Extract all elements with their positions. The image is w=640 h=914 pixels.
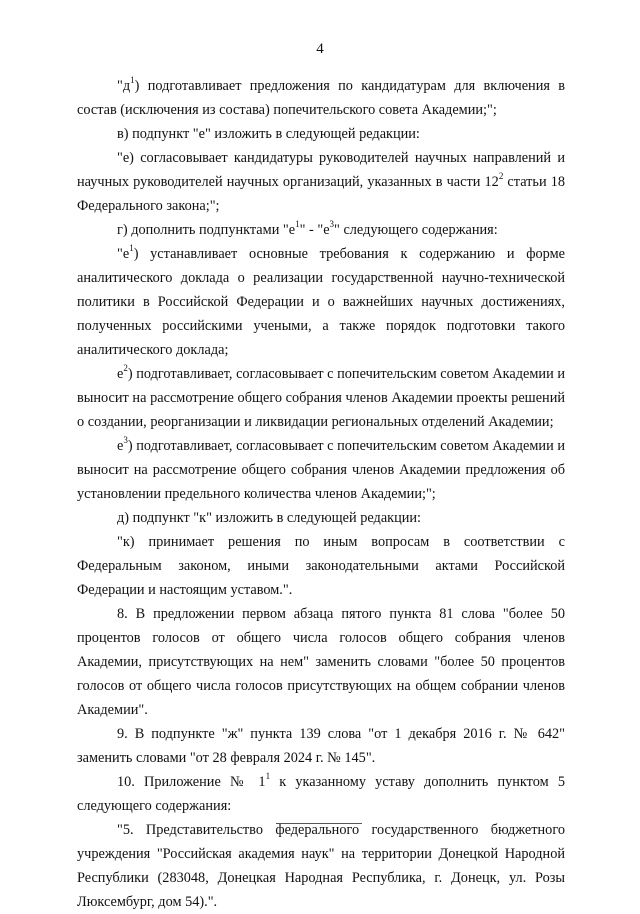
superscript: 2 xyxy=(498,171,504,182)
paragraph-text: " следующего содержания: xyxy=(334,222,498,238)
paragraph-text: е xyxy=(117,438,124,454)
superscript: 3 xyxy=(123,435,128,446)
paragraph-item-8 xyxy=(77,602,565,722)
paragraph-text: "к) принимает решения по иным вопросам в соответствии с Федеральным законом, иными законодательными актами Российской Федерации и настоящим уставом.". xyxy=(77,534,565,598)
paragraph-text: ) устанавливает основные требования к содержанию и форме аналитического доклада о реализации государственной научно-технической политики в Российской Федерации и о важнейших научных достижениях, полученных российскими учеными, а также порядок подготовки такого аналитического доклада; xyxy=(77,246,565,358)
paragraph-k xyxy=(77,530,565,602)
paragraph-item-d xyxy=(77,506,565,530)
paragraph-text: е xyxy=(117,366,124,382)
footer-divider xyxy=(276,823,362,824)
superscript: 1 xyxy=(295,219,300,230)
paragraph-e3 xyxy=(77,434,565,506)
paragraph-item-g xyxy=(77,218,565,242)
paragraph-text: 10. Приложение № 1 xyxy=(117,774,266,790)
page-number: 4 xyxy=(316,41,324,57)
superscript: 1 xyxy=(130,75,135,86)
paragraph-text: "е) согласовывает кандидатуры руководителей научных направлений и научных руководителей научных организаций, указанных в части 12 xyxy=(77,150,565,190)
paragraph-text: 9. В подпункте "ж" пункта 139 слова "от 1 декабря 2016 г. № 642" заменить словами "от 28 февраля 2024 г. № 145". xyxy=(77,726,565,766)
paragraph-text: "5. Представительство федерального государственного бюджетного учреждения "Российская академия наук" на территории Донецкой Народной Республики (283048, Донецкая Народная Республика, г. Донецк, ул. Розы Люксембург, дом 54).". xyxy=(77,822,565,910)
superscript: 2 xyxy=(123,363,128,374)
paragraph-text: г) дополнить подпунктами "е xyxy=(117,222,296,238)
paragraph-text: к указанному уставу дополнить пунктом 5 следующего содержания: xyxy=(77,774,565,814)
paragraph-item-v xyxy=(77,122,565,146)
paragraph-text: ) подготавливает, согласовывает с попечительским советом Академии и выносит на рассмотрение общего собрания членов Академии предложения об установлении предельного количества членов Академии;"; xyxy=(77,438,565,502)
paragraph-text: д) подпункт "к" изложить в следующей редакции: xyxy=(117,510,422,526)
paragraph-text: в) подпункт "е" изложить в следующей редакции: xyxy=(117,126,420,142)
paragraph-e1 xyxy=(77,242,565,362)
paragraph-text: статьи 18 Федерального закона;"; xyxy=(77,174,566,214)
document-body xyxy=(77,74,565,914)
paragraph-d1 xyxy=(77,74,565,122)
superscript: 1 xyxy=(129,243,134,254)
paragraph-text: ) подготавливает предложения по кандидатурам для включения в состав (исключения из состава) попечительского совета Академии;"; xyxy=(77,78,565,118)
paragraph-item-10 xyxy=(77,770,565,818)
superscript: 3 xyxy=(329,219,335,230)
paragraph-text: "д xyxy=(117,78,131,94)
paragraph-text: " - "е xyxy=(299,222,330,238)
paragraph-text: "е xyxy=(117,246,130,262)
paragraph-item-9 xyxy=(77,722,565,770)
superscript: 1 xyxy=(265,771,271,782)
paragraph-item-5-text xyxy=(77,818,565,914)
paragraph-e2 xyxy=(77,362,565,434)
paragraph-text: 8. В предложении первом абзаца пятого пункта 81 слова "более 50 процентов голосов от общего числа голосов общего собрания членов Академии, присутствующих на нем" заменить словами "более 50 процентов голосов от общего числа голосов присутствующих на общем собрании членов Академии". xyxy=(77,606,565,718)
paragraph-e xyxy=(77,146,565,218)
paragraph-text: ) подготавливает, согласовывает с попечительским советом Академии и выносит на рассмотрение общего собрания членов Академии проекты решений о создании, реорганизации и ликвидации региональных отделений Академии; xyxy=(77,366,565,430)
